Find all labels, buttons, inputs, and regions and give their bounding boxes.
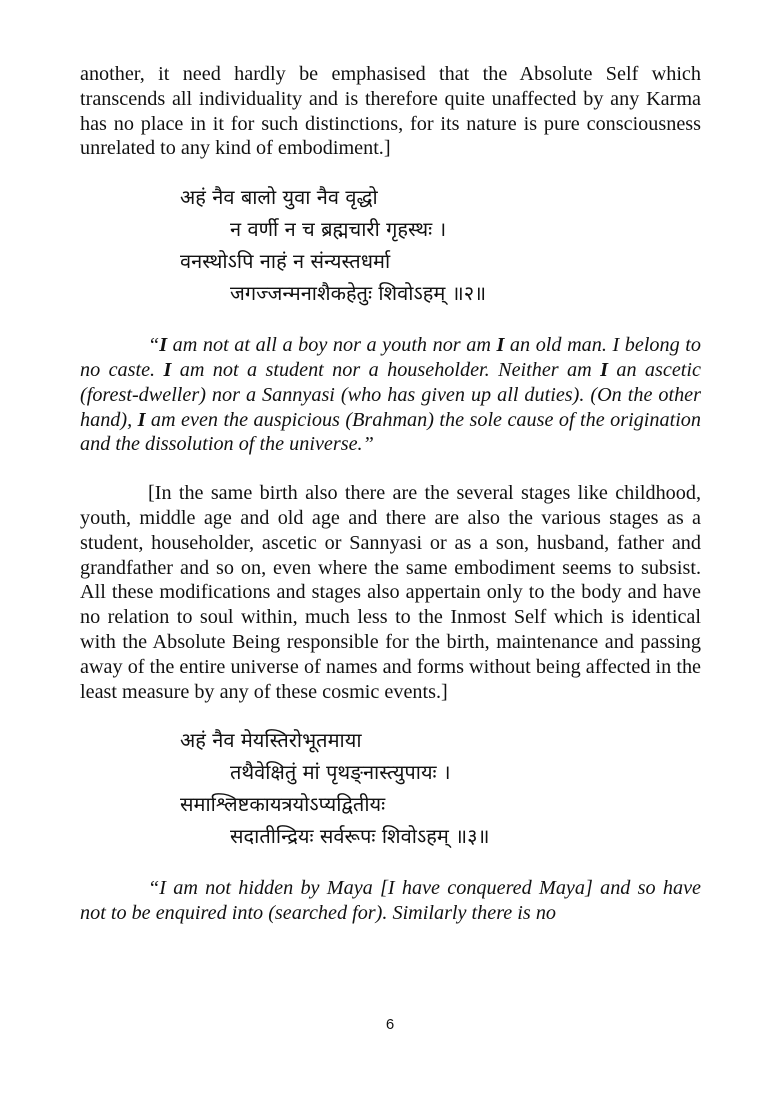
verse-line: तथैवेक्षितुं मां पृथङ्नास्त्युपायः । [230,760,451,785]
translation-verse-2 [80,333,701,457]
text-segment: an ascetic (forest-dweller) nor a Sannyasi (who has given up all duties). (On the other hand), [80,358,701,431]
verse-line: सदातीन्द्रियः सर्वरूपः शिवोऽहम् ॥३॥ [230,824,490,849]
spacer [80,852,701,876]
book-page [80,62,701,926]
commentary-paragraph: [In the same birth also there are the several stages like childhood, youth, middle age and old age and there are also the various stages as a student, householder, ascetic or Sannyasi or as a son, husband, father and grandfather and so on, even where the same embodiment seems to subsist. All these modifications and stages also appertain only to the body and have no relation to soul within, much less to the Inmost Self which is identical with the Absolute Being responsible for the birth, maintenance and passing away of the entire universe of names and forms without being affected in the least measure by any of these cosmic events.] [80,482,701,703]
verse-line: अहं नैव मेयस्तिरोभूतमाया [180,728,362,753]
emphasis-i: I [496,334,505,357]
emphasis-i: I [163,358,172,381]
spacer [80,161,701,181]
page-number: 6 [385,1016,395,1033]
paragraph-continuation: another, it need hardly be emphasised that the Absolute Self which transcends all individuality and is therefore quite unaffected by any Karma has no place in it for such distinctions, for its nature is pure consciousness unrelated to any kind of embodiment.] [80,63,701,160]
verse-line: जगज्जन्मनाशैकहेतुः शिवोऽहम् ॥२॥ [230,281,487,306]
emphasis-i: I [159,334,168,357]
text-segment: am not at all a boy nor a youth nor am [167,334,497,357]
verse-line: समाश्लिष्टकायत्रयोऽप्यद्वितीयः [180,792,386,817]
text-segment: an old man. I belong to no caste. [80,334,701,381]
translation-verse-3: “I am not hidden by Maya [I have conquered Maya] and so have not to be enquired into (searched for). Similarly there is no [80,877,701,925]
verse-line: अहं नैव बालो युवा नैव वृद्धो [180,185,378,210]
sanskrit-verse-2 [80,181,701,309]
spacer [80,457,701,481]
text-segment: am even the auspicious (Brahman) the sole cause of the origination and the dissolution of the universe.” [80,408,701,456]
text-segment: “ [148,334,160,357]
verse-line: वनस्थोऽपि नाहं न संन्यस्तधर्मा [180,249,391,274]
verse-line: न वर्णी न च ब्रह्मचारी गृहस्थः । [230,217,447,242]
emphasis-i: I [137,408,146,431]
sanskrit-verse-3 [80,724,701,852]
emphasis-i: I [600,358,608,381]
text-segment: am not a student nor a householder. Neither am [171,358,601,381]
spacer [80,704,701,724]
spacer [80,309,701,333]
